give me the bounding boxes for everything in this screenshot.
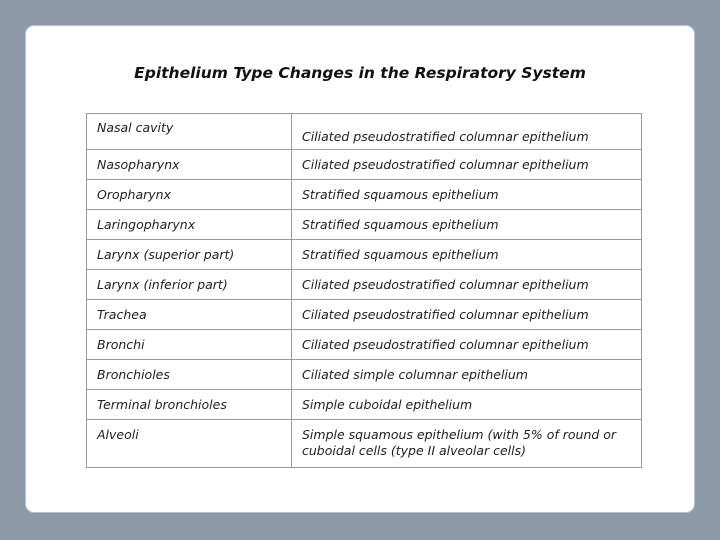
region-cell: Nasal cavity	[87, 114, 292, 150]
region-cell: Larynx (superior part)	[87, 240, 292, 270]
region-cell: Nasopharynx	[87, 150, 292, 180]
table-row	[87, 180, 642, 210]
epithelium-cell: Ciliated pseudostratified columnar epithelium	[292, 114, 642, 150]
region-cell: Alveoli	[87, 420, 292, 468]
table-row	[87, 390, 642, 420]
region-cell: Trachea	[87, 300, 292, 330]
epithelium-cell: Ciliated pseudostratified columnar epithelium	[292, 150, 642, 180]
table-row	[87, 240, 642, 270]
table-row	[87, 150, 642, 180]
region-cell: Oropharynx	[87, 180, 292, 210]
epithelium-cell: Stratified squamous epithelium	[292, 240, 642, 270]
epithelium-cell: Ciliated pseudostratified columnar epithelium	[292, 330, 642, 360]
epithelium-table	[86, 113, 642, 468]
region-cell: Larynx (inferior part)	[87, 270, 292, 300]
table-row	[87, 420, 642, 468]
epithelium-cell: Simple cuboidal epithelium	[292, 390, 642, 420]
table-row	[87, 300, 642, 330]
table-row	[87, 360, 642, 390]
epithelium-cell: Stratified squamous epithelium	[292, 180, 642, 210]
table-row	[87, 330, 642, 360]
region-cell: Terminal bronchioles	[87, 390, 292, 420]
table-row	[87, 270, 642, 300]
table-row	[87, 114, 642, 150]
epithelium-cell: Ciliated pseudostratified columnar epithelium	[292, 300, 642, 330]
region-cell: Bronchioles	[87, 360, 292, 390]
table-row	[87, 210, 642, 240]
slide-title: Epithelium Type Changes in the Respiratory System	[134, 64, 586, 82]
region-cell: Bronchi	[87, 330, 292, 360]
slide-card	[26, 26, 694, 512]
epithelium-cell: Stratified squamous epithelium	[292, 210, 642, 240]
region-cell: Laringopharynx	[87, 210, 292, 240]
epithelium-cell: Simple squamous epithelium (with 5% of round or cuboidal cells (type II alveolar cells)	[292, 420, 642, 468]
epithelium-cell: Ciliated pseudostratified columnar epithelium	[292, 270, 642, 300]
epithelium-cell: Ciliated simple columnar epithelium	[292, 360, 642, 390]
